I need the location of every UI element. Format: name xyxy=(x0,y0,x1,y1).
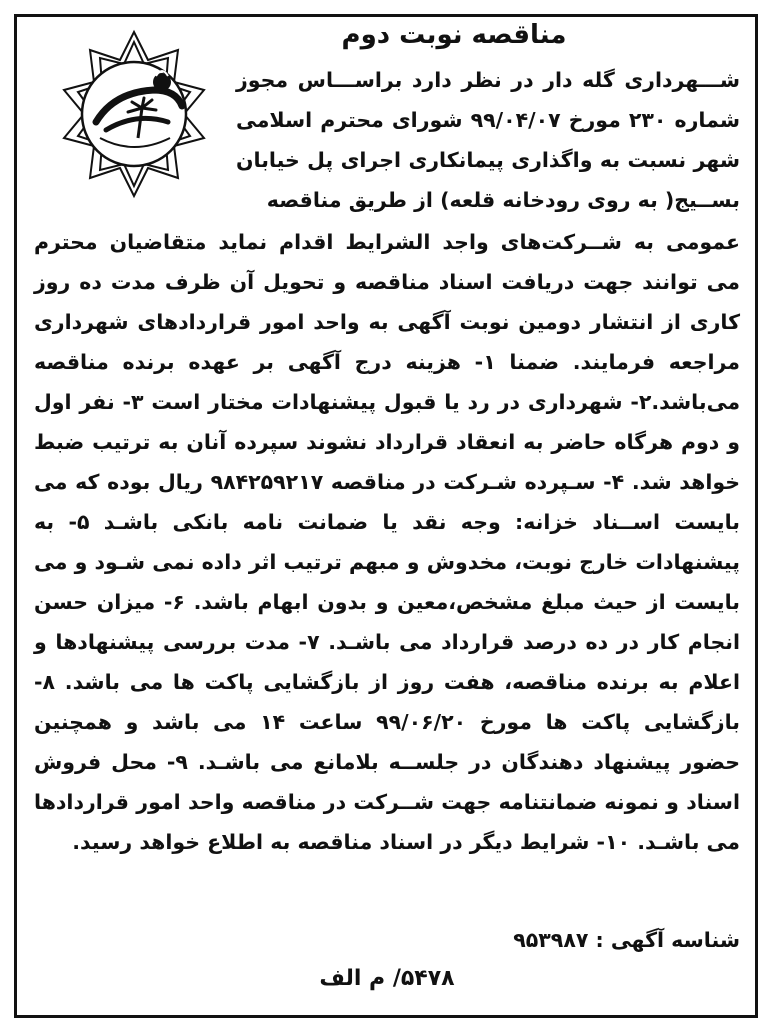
municipality-emblem-icon xyxy=(44,26,224,206)
ad-identifier: شناسه آگهی : ۹۵۳۹۸۷ xyxy=(513,928,740,952)
notice-body: عمومی به شــرکت‌های واجد الشرایط اقدام نماید متقاضیان محترم می توانند جهت دریافت اسناد مناقصه و تحویل آن ظرف مدت ده روز کاری از انتشار دومین نوبت آگهی به واحد امور قراردادهای شهرداری مراجعه فرمایند. ضمنا ۱- هزینه درج آگهی بر عهده برنده مناقصه می‌باشد.۲- شهرداری در رد یا قبول پیشنهادات مختار است ۳- نفر اول و دوم هرگاه حاضر به انعقاد قرارداد نشوند سپرده آنان به ترتیب ضبط خواهد شد. ۴- سـپرده شـرکت در مناقصه ۹۸۴۲۵۹۲۱۷ ریال بوده که می بایست اســناد خزانه: وجه نقد یا ضمانت نامه بانکی باشـد ۵- به پیشنهادات خارج نوبت، مخدوش و مبهم ترتیب اثر داده نمی شـود و می بایست از حیث مبلغ مشخص،معین و بدون ابهام باشد. ۶- میزان حسن انجام کار در ده درصد قرارداد می باشـد. ۷- مدت بررسی پیشنهادها و اعلام به برنده مناقصه، هفت روز از بازگشایی پاکت ها می باشد. ۸- بازگشایی پاکت ها مورخ ۹۹/۰۶/۲۰ ساعت ۱۴ می باشد و همچنین حضور پیشنهاد دهندگان در جلســه بلامانع می باشـد. ۹- محل فروش اسناد و نمونه ضمانتنامه جهت شــرکت در مناقصه واحد امور قراردادها می باشـد. ۱۰- شرایط دیگر در اسناد مناقصه به اطلاع خواهد رسید. xyxy=(34,230,741,854)
ad-code: ۵۴۷۸/ م الف xyxy=(319,966,455,991)
notice-title: مناقصه نوبت دوم xyxy=(341,20,567,50)
notice-intro: شـــهرداری گله دار در نظر دارد براســـاس مجوز شماره ۲۳۰ مورخ ۹۹/۰۴/۰۷ شورای محترم اسلامی شهر نسبت به واگذاری پیمانکاری اجرای پل خیابان بســیج( به روی رودخانه قلعه) از طریق مناقصه xyxy=(236,68,740,212)
